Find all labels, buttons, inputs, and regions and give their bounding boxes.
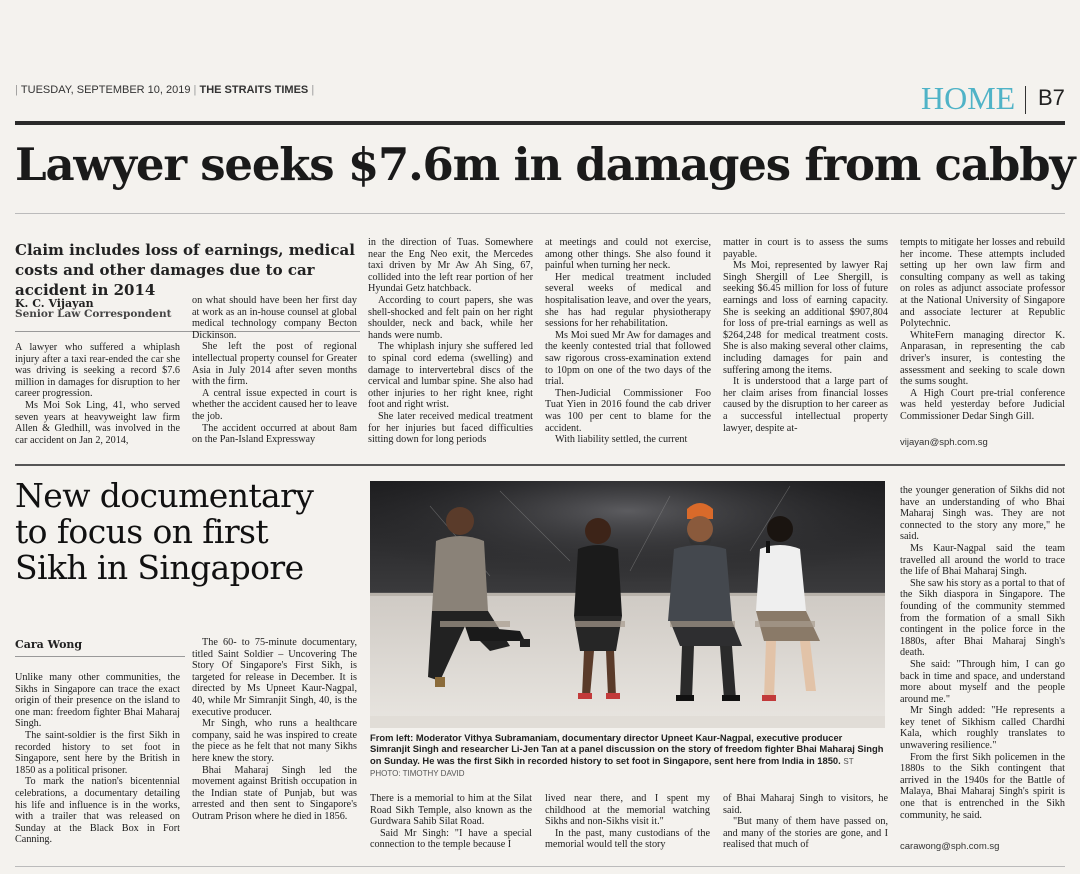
paragraph: She later received medical treatment for her injuries but faced difficulties sitting down for long periods (368, 410, 533, 446)
masthead-rule (15, 121, 1065, 125)
paragraph: The saint-soldier is the first Sikh in recorded history to set foot in Singapore, sent here by the British in 1850 as a political prisoner. (15, 729, 180, 776)
paragraph: Ms Moi, represented by lawyer Raj Singh Shergill of Lee Shergill, is seeking $6.45 million for loss of future earnings and loss of earning capacity. She is seeking an additional $907,804 for loss of pre-trial earnings as well as $264,248 for medical treatment costs. She is also making several other claims, including damages for pain and suffering among the items. (723, 260, 888, 376)
bottom-rule (15, 866, 1065, 867)
story1-column-1 (15, 342, 180, 452)
paragraph: In the past, many custodians of the memorial would tell the story (545, 827, 710, 851)
story2-column-5 (723, 793, 888, 853)
headline-line: Sikh in Singapore (15, 548, 304, 587)
paragraph: With liability settled, the current (555, 434, 688, 446)
story1-headline: Lawyer seeks $7.6m in damages from cabby (15, 138, 1075, 191)
photo-illustration (370, 481, 885, 728)
section-name: HOME (921, 80, 1016, 116)
paragraph: A central issue expected in court is whether the accident caused her to leave the job. (192, 387, 357, 422)
story1-column-6 (900, 237, 1065, 422)
paragraph: A lawyer who suffered a whiplash injury after a taxi rear-ended the car she was driving is seeking a record $7.6 million in damages for disruption to her career progression. (15, 342, 180, 400)
story2-email: carawong@sph.com.sg (900, 841, 1000, 852)
photo-caption (370, 732, 885, 780)
story2-column-1 (15, 672, 180, 852)
paragraph: The whiplash injury she suffered led to spinal cord edema (swelling) and damage to intervertebral discs of the cervical and lumbar spine. She also had other injuries to her right knee, right foot and right wrist. (368, 341, 533, 411)
story1-column-5 (723, 237, 888, 455)
paragraph: It is understood that a large part of her claim arises from financial losses caused by the disruption to her career as a successful intellectual property lawyer, despite at- (723, 376, 888, 434)
story1-byline-role: Senior Law Correspondent (15, 308, 172, 320)
paragraph: Her medical treatment included several weeks of medical and hospitalisation leave, and over the years, she has had regular physiotherapy sessions for her rehabilitation. (545, 271, 711, 330)
story2-column-3 (370, 793, 532, 853)
paragraph: Said Mr Singh: "I have a special connection to the temple because I (370, 827, 532, 851)
paragraph: According to court papers, she was shell-shocked and felt pain on her right shoulder, neck and back, while her hands were numb. (368, 294, 533, 341)
masthead-left: | TUESDAY, SEPTEMBER 10, 2019 | THE STRAITS TIMES | (15, 84, 315, 96)
paragraph: the younger generation of Sikhs did not have an understanding of who Bhai Maharaj Singh was. They are not connected to the story any more," he said. (900, 485, 1065, 543)
paragraph: Unlike many other communities, the Sikhs in Singapore can trace the exact origin of their presence on the island to one man: freedom fighter Bhai Maharaj Singh. (15, 672, 180, 730)
paragraph: Ms Kaur-Nagpal said the team travelled all around the world to trace the life of Bhai Maharaj Singh. (900, 542, 1065, 578)
paragraph: There is a memorial to him at the Silat Road Sikh Temple, also known as the Gurdwara Sahib Silat Road. (370, 793, 532, 828)
headline-line: to focus on first (15, 512, 269, 551)
story2-column-2 (192, 637, 357, 852)
paragraph: on what should have been her first day at work as an in-house counsel at global medical technology company Becton Dickinson. (192, 295, 357, 341)
paragraph: at meetings and could not exercise, among other things. She also found it painful when turning her neck. (545, 237, 711, 272)
story1-column-2 (192, 295, 357, 455)
paragraph: Mr Singh added: "He represents a key tenet of Sikhism called Chardhi Kala, which roughly translates to unwavering resilience." (900, 705, 1065, 752)
paragraph: Mr Singh, who runs a healthcare company, said he was inspired to create the piece as he felt that not many Sikhs here knew the story. (192, 718, 357, 764)
caption-text: From left: Moderator Vithya Subramaniam, documentary director Upneet Kaur-Nagpal, executive producer Simranjit Singh and researcher Li-Jen Tan at a panel discussion on the story of freedom fighter Bhai Maharaj Singh on Sunday. He was the first Sikh in recorded history to set foot in Singapore, sent here from India in 1850. (370, 732, 884, 766)
story-divider (15, 464, 1065, 466)
story1-email: vijayan@sph.com.sg (900, 437, 988, 448)
issue-date: TUESDAY, SEPTEMBER 10, 2019 (20, 84, 191, 96)
story2-headline (15, 478, 365, 586)
paragraph: She saw his story as a portal to that of the Sikh diaspora in Singapore. The founding of the community stemmed from the formation of a small Sikh contingent in the police force in the 1880s, after Bhai Maharaj Singh's death. (900, 577, 1065, 659)
story2-column-4 (545, 793, 710, 853)
paragraph: WhiteFern managing director K. Anparasan, in representing the cab driver's insurer, is contesting the assessment and seeking to scale down the sums sought. (900, 329, 1065, 388)
story1-column-4 (545, 237, 711, 455)
paragraph: The 60- to 75-minute documentary, titled Saint Soldier – Uncovering The Story Of Singapore's First Sikh, is targeted for release in December. It is directed by Ms Upneet Kaur-Nagpal, 40, while Mr Simranjit Singh, 40, is the executive producer. (192, 637, 357, 718)
paragraph: To mark the nation's bicentennial celebrations, a documentary detailing his life and influence is in the works, with a trailer that was released on Sunday at the Black Box in Fort Canning. (15, 776, 180, 846)
paragraph: She said: "Through him, I can go back in time and space, and understand more about myself and the people around me." (900, 658, 1065, 705)
photo-credit: ST PHOTO: TIMOTHY DAVID (370, 756, 854, 779)
paragraph: The accident occurred at about 8am on the Pan-Island Expressway (192, 422, 357, 446)
paragraph: in the direction of Tuas. Somewhere near the Eng Neo exit, the Mercedes taxi driven by Mr Aw Ah Sing, 67, collided into the left rear portion of her Hyundai Getz hatchback. (368, 237, 533, 295)
paragraph: Then-Judicial Commissioner Foo Tuat Yien in 2016 found the cab driver was 100 per cent to blame for the accident. (545, 387, 711, 434)
story2-byline-name: Cara Wong (15, 638, 83, 651)
paper-name: THE STRAITS TIMES (199, 84, 309, 96)
paragraph: matter in court is to assess the sums payable. (723, 237, 888, 260)
story1-column-3 (368, 237, 533, 455)
story1-byline-name: K. C. Vijayan (15, 297, 94, 310)
story1-subhead: Claim includes loss of earnings, medical costs and other damages due to car accident in 2014 (15, 241, 355, 299)
headline-line: New documentary (15, 476, 314, 515)
headline-rule (15, 213, 1065, 214)
paragraph: of Bhai Maharaj Singh to visitors, he said. (723, 793, 888, 816)
paragraph: From the first Sikh policemen in the 1880s to the Sikh contingent that arrived in the 1940s for the Battle of Malaya, Bhai Maharaj Singh's spirit is one that is entrenched in the Sikh community, he said. (900, 751, 1065, 821)
paragraph: A High Court pre-trial conference was held yesterday before Judicial Commissioner Dedar Singh Gill. (900, 387, 1065, 422)
page-number: B7 (1038, 85, 1065, 110)
paragraph: Ms Moi sued Mr Aw for damages and the keenly contested trial that followed saw rigorous cross-examination extend to 10pm on one of the two days of the trial. (545, 329, 711, 388)
byline-rule (15, 656, 185, 657)
story2-column-6 (900, 485, 1065, 830)
paragraph: Ms Moi Sok Ling, 41, who served seven years at heavyweight law firm Allen & Gledhill, was involved in the car accident on Jan 2, 2014, (15, 399, 180, 446)
event-photo (370, 481, 885, 728)
paragraph: Bhai Maharaj Singh led the movement against British occupation in the Indian state of Punjab, but was arrested and then sent to Singapore's Outram Prison where he died in 1856. (192, 764, 357, 822)
paragraph: "But many of them have passed on, and many of the stories are gone, and I realised that much of (723, 816, 888, 851)
paragraph: lived near there, and I spent my childhood at the memorial watching Sikhs and non-Sikhs visit it." (545, 793, 710, 828)
paragraph: She left the post of regional intellectual property counsel for Greater Asia in July 2014 after seven months with the firm. (192, 341, 357, 388)
masthead-divider (1025, 86, 1026, 114)
paragraph: tempts to mitigate her losses and rebuild her income. These attempts included setting up her own law firm and consulting company as well as taking on roles as adjunct associate professor at the National University of Singapore and associate lecturer at Republic Polytechnic. (900, 237, 1065, 330)
